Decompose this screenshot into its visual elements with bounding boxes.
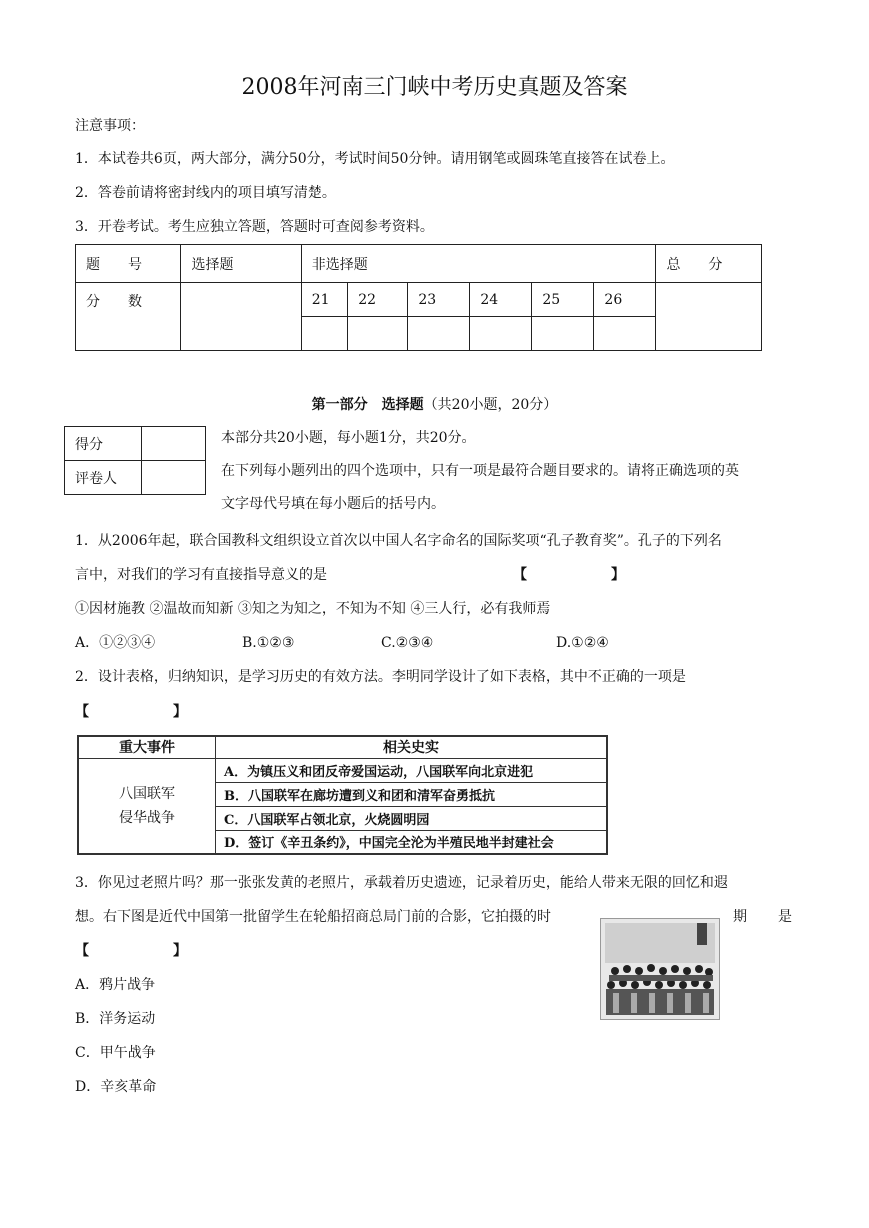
grader-table bbox=[64, 426, 206, 495]
question-text: 3．你见过老照片吗？那一张张发黄的老照片，承载着历史遗迹，记录着历史，能给人带来无限的回忆和遐 bbox=[75, 875, 728, 891]
part1-intro: 本部分共20小题，每小题1分，共20分。 bbox=[221, 430, 476, 446]
event-line: 侵华战争 bbox=[119, 809, 175, 826]
header-cell: 选择题 bbox=[181, 245, 301, 283]
score-table bbox=[75, 244, 762, 351]
table-header: 相关史实 bbox=[216, 736, 608, 758]
score-cell bbox=[408, 317, 470, 351]
fact-row: B．八国联军在廊坊遭到义和团和清军奋勇抵抗 bbox=[216, 782, 608, 806]
number-cell: 21 bbox=[301, 283, 347, 317]
part1-intro: 文字母代号填在每小题后的括号内。 bbox=[221, 496, 445, 512]
header-cell: 总 分 bbox=[656, 245, 762, 283]
score-cell bbox=[181, 283, 301, 351]
table-header: 重大事件 bbox=[78, 736, 216, 758]
number-cell: 26 bbox=[594, 283, 656, 317]
event-line: 八国联军 bbox=[119, 785, 175, 802]
option-d: D．辛亥革命 bbox=[75, 1079, 157, 1095]
page-title: 2008年河南三门峡中考历史真题及答案 bbox=[241, 75, 628, 100]
row-label: 分 数 bbox=[76, 283, 181, 351]
number-cell: 22 bbox=[348, 283, 408, 317]
question-text: 期 bbox=[733, 909, 747, 925]
notice-item: 2．答卷前请将密封线内的项目填写清楚。 bbox=[75, 185, 336, 201]
score-cell bbox=[348, 317, 408, 351]
score-cell bbox=[301, 317, 347, 351]
grader-label: 评卷人 bbox=[65, 461, 142, 495]
option-b: B.①②③ bbox=[242, 635, 295, 651]
fact-row: A．为镇压义和团反帝爱国运动，八国联军向北京进犯 bbox=[216, 758, 608, 782]
notice-heading: 注意事项： bbox=[75, 118, 145, 134]
photo-illustration bbox=[601, 919, 719, 1019]
header-cell: 题 号 bbox=[76, 245, 181, 283]
question-items: ①因材施教 ②温故而知新 ③知之为知之，不知为不知 ④三人行，必有我师焉 bbox=[75, 601, 551, 617]
question-text: 想。右下图是近代中国第一批留学生在轮船招商总局门前的合影，它拍摄的时 bbox=[75, 909, 551, 925]
part1-heading-normal: （共20小题，20分） bbox=[423, 397, 558, 413]
event-cell bbox=[78, 758, 216, 854]
answer-bracket[interactable]: 【 】 bbox=[75, 943, 187, 959]
question-text: 1．从2006年起，联合国教科文组织设立首次以中国人名字命名的国际奖项“孔子教育奖”。孔子的下列名 bbox=[75, 533, 722, 549]
option-a: A．①②③④ bbox=[75, 635, 156, 651]
part1-heading bbox=[0, 395, 869, 415]
notice-item: 1．本试卷共6页，两大部分，满分50分，考试时间50分钟。请用钢笔或圆珠笔直接答在试卷上。 bbox=[75, 151, 675, 167]
grader-blank bbox=[142, 461, 206, 495]
notice-item: 3．开卷考试。考生应独立答题，答题时可查阅参考资料。 bbox=[75, 219, 434, 235]
score-blank bbox=[142, 427, 206, 461]
answer-bracket[interactable]: 【 】 bbox=[75, 704, 187, 720]
option-d: D.①②④ bbox=[556, 635, 609, 651]
old-photo-image bbox=[600, 918, 720, 1020]
number-cell: 25 bbox=[532, 283, 594, 317]
option-c: C.②③④ bbox=[381, 635, 434, 651]
question-text: 言中，对我们的学习有直接指导意义的是 bbox=[75, 567, 327, 583]
option-b: B．洋务运动 bbox=[75, 1011, 156, 1027]
score-label: 得分 bbox=[65, 427, 142, 461]
fact-row: C．八国联军占领北京，火烧圆明园 bbox=[216, 806, 608, 830]
question-text: 是 bbox=[778, 909, 792, 925]
number-cell: 23 bbox=[408, 283, 470, 317]
header-cell: 非选择题 bbox=[301, 245, 656, 283]
history-table bbox=[77, 735, 608, 855]
question-text: 2．设计表格，归纳知识，是学习历史的有效方法。李明同学设计了如下表格，其中不正确的一项是 bbox=[75, 669, 686, 685]
number-cell: 24 bbox=[470, 283, 532, 317]
score-cell bbox=[470, 317, 532, 351]
part1-intro: 在下列每小题列出的四个选项中，只有一项是最符合题目要求的。请将正确选项的英 bbox=[221, 463, 739, 479]
score-cell bbox=[594, 317, 656, 351]
score-cell bbox=[532, 317, 594, 351]
answer-bracket[interactable]: 【 】 bbox=[513, 567, 625, 583]
fact-row: D．签订《辛丑条约》，中国完全沦为半殖民地半封建社会 bbox=[216, 830, 608, 854]
part1-heading-bold: 第一部分 选择题 bbox=[311, 397, 424, 413]
option-c: C．甲午战争 bbox=[75, 1045, 156, 1061]
option-a: A．鸦片战争 bbox=[75, 977, 156, 993]
total-cell bbox=[656, 283, 762, 351]
